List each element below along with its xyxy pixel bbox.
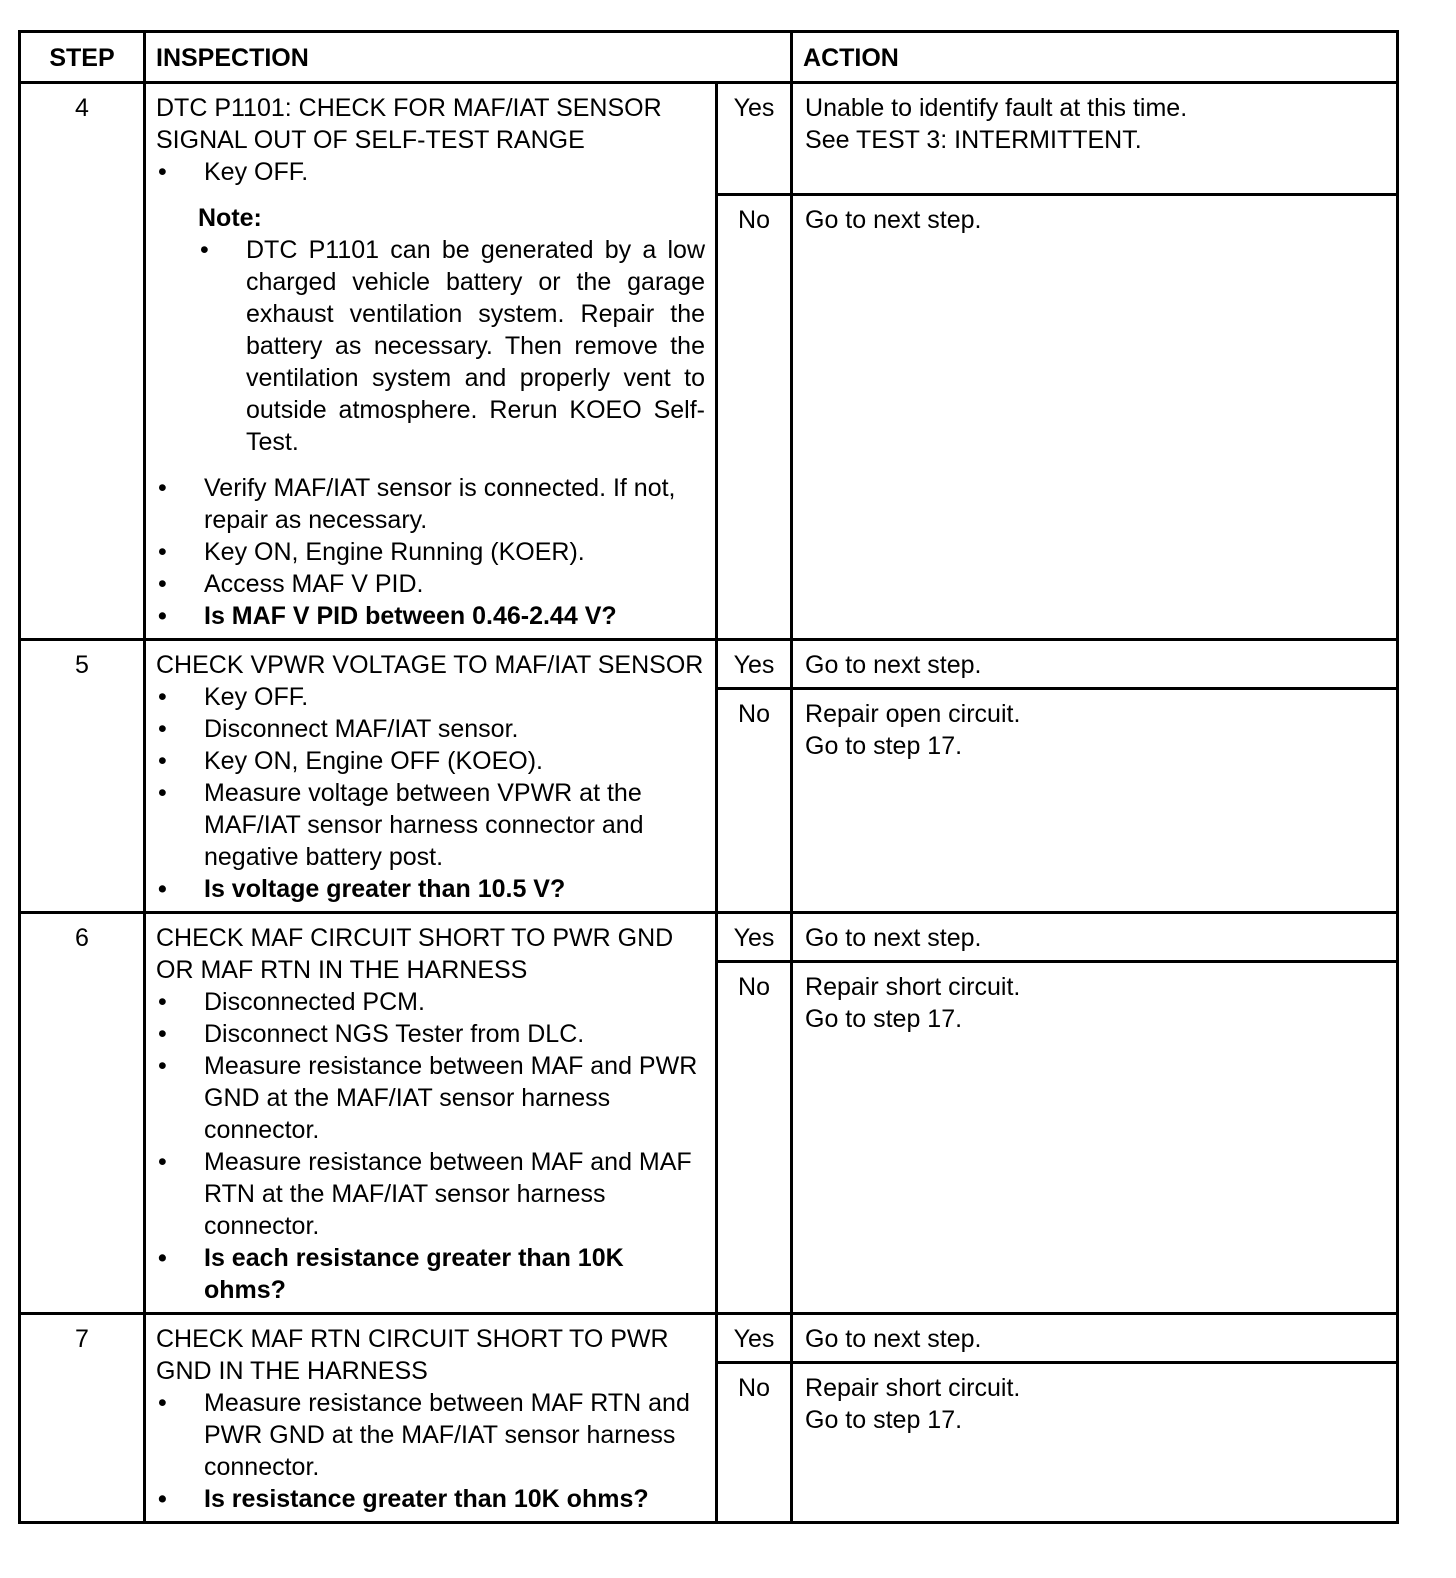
diagnostic-steps-table [18,30,1399,1524]
inspection-cell [145,640,717,913]
instruction-item: • Key OFF. [156,156,705,188]
instruction-item: • Disconnect NGS Tester from DLC. [156,1018,705,1050]
table-header-row [20,32,1398,83]
instruction-item: • Disconnect MAF/IAT sensor. [156,713,705,745]
step-title: CHECK MAF RTN CIRCUIT SHORT TO PWR GND IN THE HARNESS [156,1325,669,1385]
step-title: CHECK MAF CIRCUIT SHORT TO PWR GND OR MAF RTN IN THE HARNESS [156,924,674,984]
instruction-item: • Measure resistance between MAF RTN and PWR GND at the MAF/IAT sensor harness connector. [156,1387,705,1483]
inspection-cell [145,83,717,640]
no-action [792,1363,1398,1523]
inspection-cell [145,1314,717,1523]
inspection-question: • Is voltage greater than 10.5 V? [156,873,705,905]
inspection-question: • Is MAF V PID between 0.46-2.44 V? [156,600,705,632]
step-title: DTC P1101: CHECK FOR MAF/IAT SENSOR SIGNAL OUT OF SELF-TEST RANGE [156,94,662,154]
inspection-question: • Is resistance greater than 10K ohms? [156,1483,705,1515]
action-line: Repair short circuit. [805,1374,1021,1402]
yes-label: Yes [717,83,792,195]
instruction-list [156,986,705,1306]
step-number: 6 [20,913,145,1314]
instruction-list [156,472,705,632]
action-line: Go to step 17. [805,732,963,760]
no-label: No [717,195,792,640]
note-list [198,234,705,458]
step-title: CHECK VPWR VOLTAGE TO MAF/IAT SENSOR [156,651,704,679]
step-row [20,83,1398,195]
instruction-item: • Key ON, Engine OFF (KOEO). [156,745,705,777]
action-line: Go to next step. [805,1325,982,1353]
action-line: Go to next step. [805,924,982,952]
yes-action [792,640,1398,689]
instruction-list [156,681,705,905]
no-action [792,962,1398,1314]
note-label: Note: [198,204,262,232]
inspection-column-header: INSPECTION [145,32,792,83]
action-line: Go to step 17. [805,1005,963,1033]
yes-action [792,913,1398,962]
step-number: 4 [20,83,145,640]
diagnostic-procedure-document [18,30,1396,1524]
inspection-question: • Is each resistance greater than 10K ohms? [156,1242,705,1306]
instruction-item: • Measure resistance between MAF and PWR GND at the MAF/IAT sensor harness connector. [156,1050,705,1146]
no-label: No [717,689,792,913]
instruction-item: • Measure voltage between VPWR at the MAF/IAT sensor harness connector and negative battery post. [156,777,705,873]
instruction-item: • Access MAF V PID. [156,568,705,600]
no-label: No [717,962,792,1314]
step-row [20,1314,1398,1363]
instruction-item: • Key OFF. [156,681,705,713]
step-number: 7 [20,1314,145,1523]
yes-label: Yes [717,640,792,689]
instruction-item: • Measure resistance between MAF and MAF RTN at the MAF/IAT sensor harness connector. [156,1146,705,1242]
instruction-item: • Disconnected PCM. [156,986,705,1018]
yes-action [792,1314,1398,1363]
yes-label: Yes [717,913,792,962]
step-row [20,640,1398,689]
note-item: • DTC P1101 can be generated by a low charged vehicle battery or the garage exhaust ventilation system. Repair the battery as necessary. Then remove the ventilation system and properly vent to outside atmosphere. Rerun KOEO Self-Test. [198,234,705,458]
action-line: Unable to identify fault at this time. [805,94,1188,122]
instruction-item: • Key ON, Engine Running (KOER). [156,536,705,568]
instruction-list [156,156,705,188]
instruction-list [156,1387,705,1515]
no-action [792,689,1398,913]
action-column-header: ACTION [792,32,1398,83]
action-line: Repair open circuit. [805,700,1021,728]
action-line: See TEST 3: INTERMITTENT. [805,126,1142,154]
yes-action [792,83,1398,195]
no-label: No [717,1363,792,1523]
step-column-header: STEP [20,32,145,83]
step-row [20,913,1398,962]
yes-label: Yes [717,1314,792,1363]
instruction-item: • Verify MAF/IAT sensor is connected. If not, repair as necessary. [156,472,705,536]
action-line: Go to next step. [805,651,982,679]
action-line: Repair short circuit. [805,973,1021,1001]
action-line: Go to step 17. [805,1406,963,1434]
action-line: Go to next step. [805,206,982,234]
note-block [198,202,705,458]
step-number: 5 [20,640,145,913]
inspection-cell [145,913,717,1314]
no-action [792,195,1398,640]
